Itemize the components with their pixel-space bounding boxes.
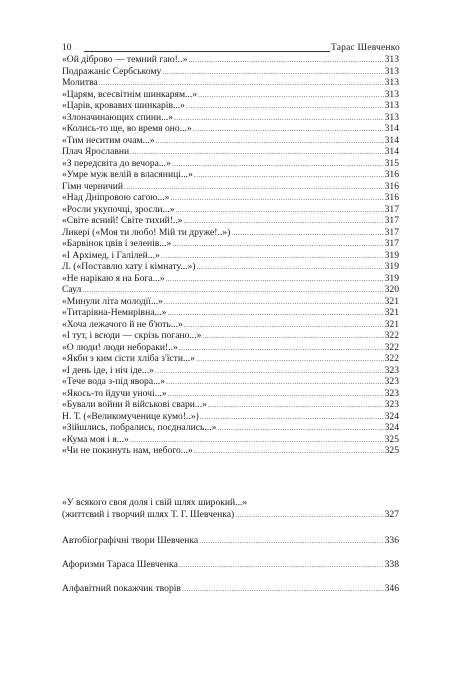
toc-entry-page: 336 xyxy=(384,535,399,546)
toc-entry xyxy=(62,250,399,262)
toc-entry xyxy=(62,77,399,89)
toc-entry-page: 321 xyxy=(384,307,399,318)
toc-entry-page: 320 xyxy=(384,284,399,295)
toc-entry xyxy=(62,146,399,158)
header-rule xyxy=(84,51,330,52)
toc-entry-section xyxy=(62,583,399,595)
toc-entry-title: «Над Дніпровою сагою...» xyxy=(62,192,170,203)
toc-entry xyxy=(62,353,399,365)
toc-entry xyxy=(62,238,399,250)
toc-entry-page: 324 xyxy=(384,410,399,422)
toc-entry xyxy=(62,296,399,308)
toc-entry xyxy=(62,376,399,388)
toc-entry xyxy=(62,181,399,193)
toc-entry-page: 327 xyxy=(384,508,399,520)
toc-entry xyxy=(62,365,399,377)
toc-entry xyxy=(62,135,399,147)
toc-entry xyxy=(62,342,399,354)
toc-entry-title: Л. («Поставлю хату і кімнату...») xyxy=(62,261,196,272)
toc-entry xyxy=(62,261,399,273)
toc-entry xyxy=(62,158,399,170)
page-number: 10 xyxy=(62,43,72,53)
toc-entry-title: «Минули літа молодії...» xyxy=(62,295,163,307)
toc-entry xyxy=(62,422,399,434)
toc-entry-title: Гімн черничий xyxy=(62,180,124,192)
toc-entry-page: 316 xyxy=(384,169,399,180)
toc-entry-title: «І день іде, і ніч іде...» xyxy=(62,364,154,376)
toc-entry xyxy=(62,330,399,342)
dot-leader xyxy=(179,559,384,572)
toc-entry-page: 314 xyxy=(384,123,399,134)
toc-entry-page: 317 xyxy=(384,226,399,238)
toc-entry-page: 315 xyxy=(384,157,399,169)
toc-entry-title: «Тече вода з-під явора...» xyxy=(62,376,166,387)
toc-entry-page: 325 xyxy=(384,433,399,445)
toc-entry-title: «Барвінок цвів і зеленів...» xyxy=(62,238,172,249)
toc-entry xyxy=(62,445,399,457)
toc-entry-title: «Зійшлись, побрались, поєднались...» xyxy=(62,422,217,433)
toc-entry xyxy=(62,399,399,411)
running-title: Тарас Шевченко xyxy=(330,43,400,53)
toc-entry-page: 322 xyxy=(384,330,399,341)
dot-leader xyxy=(235,509,383,522)
toc-entry-title: «Ой діброво — темний гаю!..» xyxy=(62,54,188,65)
toc-entry-title: «Якби з ким сісти хліба з'їсти...» xyxy=(62,353,195,364)
toc-entry-page: 314 xyxy=(384,146,399,157)
toc-entry-page: 322 xyxy=(384,353,399,364)
toc-entry xyxy=(62,192,399,204)
dot-leader xyxy=(199,535,383,548)
toc-entry xyxy=(62,112,399,124)
toc-entry-section xyxy=(62,535,399,547)
toc-entry xyxy=(62,227,399,239)
toc-entry xyxy=(62,411,399,423)
toc-entry-page: 313 xyxy=(384,111,399,123)
toc-entry-page: 321 xyxy=(384,318,399,330)
toc-entry-title: «Умре муж велій в власяниці...» xyxy=(62,169,193,180)
toc-entry xyxy=(62,273,399,285)
dot-leader xyxy=(182,583,384,596)
toc-entry-title: Саул xyxy=(62,284,82,295)
toc-entry-page: 317 xyxy=(384,238,399,249)
toc-entry xyxy=(62,66,399,78)
toc-entry xyxy=(62,215,399,227)
toc-entry-title: «У всякого своя доля і свій шлях широкий...» xyxy=(62,497,248,508)
toc-entry xyxy=(62,204,399,216)
toc-entry-page: 319 xyxy=(384,249,399,261)
toc-entry-title: «Тим неситим очам...» xyxy=(62,134,155,146)
toc-entry-title: Алфавітний покажчик творів xyxy=(62,583,181,594)
toc-entry-title: «Хоча лежачого й не б'ють...» xyxy=(62,318,183,330)
toc-entry-page: 319 xyxy=(384,261,399,272)
toc-entry-title: «Царів, кровавих шинкарів...» xyxy=(62,100,185,111)
toc-entry-title: «Царям, всесвітнім шинкарям...» xyxy=(62,88,198,100)
toc-entry-page: 317 xyxy=(384,203,399,215)
toc-entry-page: 313 xyxy=(384,65,399,77)
toc-entry-page: 323 xyxy=(384,387,399,399)
toc-entry-title: (життєвий і творчий шлях Т. Г. Шевченка) xyxy=(62,508,235,520)
toc-entry-title: «Злоначинающих спини...» xyxy=(62,111,174,123)
toc-entry-title: «О люди! люди небораки!..» xyxy=(62,341,178,353)
toc-entry-title: Автобіографічні твори Шевченка xyxy=(62,535,199,546)
toc-entry-title: «І тут, і всюди — скрізь погано...» xyxy=(62,330,202,341)
toc-entry-page: 323 xyxy=(384,376,399,387)
toc-entry xyxy=(62,89,399,101)
toc-entry xyxy=(62,319,399,331)
toc-entry-essay xyxy=(62,497,399,520)
toc-entry-title: Подражаніє Сербському xyxy=(62,65,162,77)
toc-entry xyxy=(62,307,399,319)
toc-entry xyxy=(62,100,399,112)
toc-entry-title: «З передсвіта до вечора...» xyxy=(62,157,171,169)
page-header xyxy=(62,41,400,55)
toc-entry-page: 322 xyxy=(384,341,399,353)
toc-entry-title: Ликері («Моя ти любо! Мій ти друже!..») xyxy=(62,226,231,238)
toc-entry-page: 314 xyxy=(384,134,399,146)
toc-entry-title: «Якось-то йдучи уночі...» xyxy=(62,387,167,399)
toc-entry-page: 316 xyxy=(384,192,399,203)
dot-leader xyxy=(194,445,384,458)
toc-entry-page: 321 xyxy=(384,295,399,307)
toc-entry-page: 338 xyxy=(384,559,399,570)
toc-entry-page: 325 xyxy=(384,445,399,456)
toc-entry-page: 313 xyxy=(384,77,399,88)
toc-entry-title: «Бували войни й військові свари...» xyxy=(62,399,207,410)
toc-entry-page: 313 xyxy=(384,100,399,111)
toc-entry-title: Молитва xyxy=(62,77,98,88)
toc-entry-page: 319 xyxy=(384,272,399,284)
toc-entry xyxy=(62,434,399,446)
toc-entry-title: «І Архімед, і Галілей...» xyxy=(62,249,160,261)
toc-entry-page: 313 xyxy=(384,88,399,100)
toc-entry-title: «Титарівна-Немирівна...» xyxy=(62,307,167,318)
toc-entry xyxy=(62,284,399,296)
toc-entry xyxy=(62,169,399,181)
toc-entry-title: «Не нарікаю я на Бога...» xyxy=(62,272,165,284)
toc-entry-title: «Росли укупочці, зросли...» xyxy=(62,203,175,215)
toc-entry-page: 317 xyxy=(384,215,399,226)
toc-entry-page: 323 xyxy=(384,399,399,410)
toc-entry-title: Афоризми Тараса Шевченка xyxy=(62,559,178,570)
toc-entry-title: «Світе ясний! Світе тихий!..» xyxy=(62,215,183,226)
toc-entry xyxy=(62,123,399,135)
toc-entry-page: 346 xyxy=(384,583,399,594)
toc-entry-title: «Чи не покинуть нам, небого...» xyxy=(62,445,193,456)
toc-entry-title: «Кума моя і я...» xyxy=(62,433,129,445)
toc-entry-title: Н. Т. («Великомученице кумо!..») xyxy=(62,410,199,422)
toc-entry-section xyxy=(62,559,399,571)
toc-entry-page: 316 xyxy=(384,180,399,192)
toc-entry-title: Плач Ярославни xyxy=(62,146,130,157)
toc-entry xyxy=(62,54,399,66)
toc-entry-page: 313 xyxy=(384,54,399,65)
toc-entry-page: 323 xyxy=(384,364,399,376)
toc-entry xyxy=(62,388,399,400)
toc-entry-page: 324 xyxy=(384,422,399,433)
table-of-contents xyxy=(62,54,399,457)
toc-entry-title: «Колись-то ще, во время оно...» xyxy=(62,123,192,134)
